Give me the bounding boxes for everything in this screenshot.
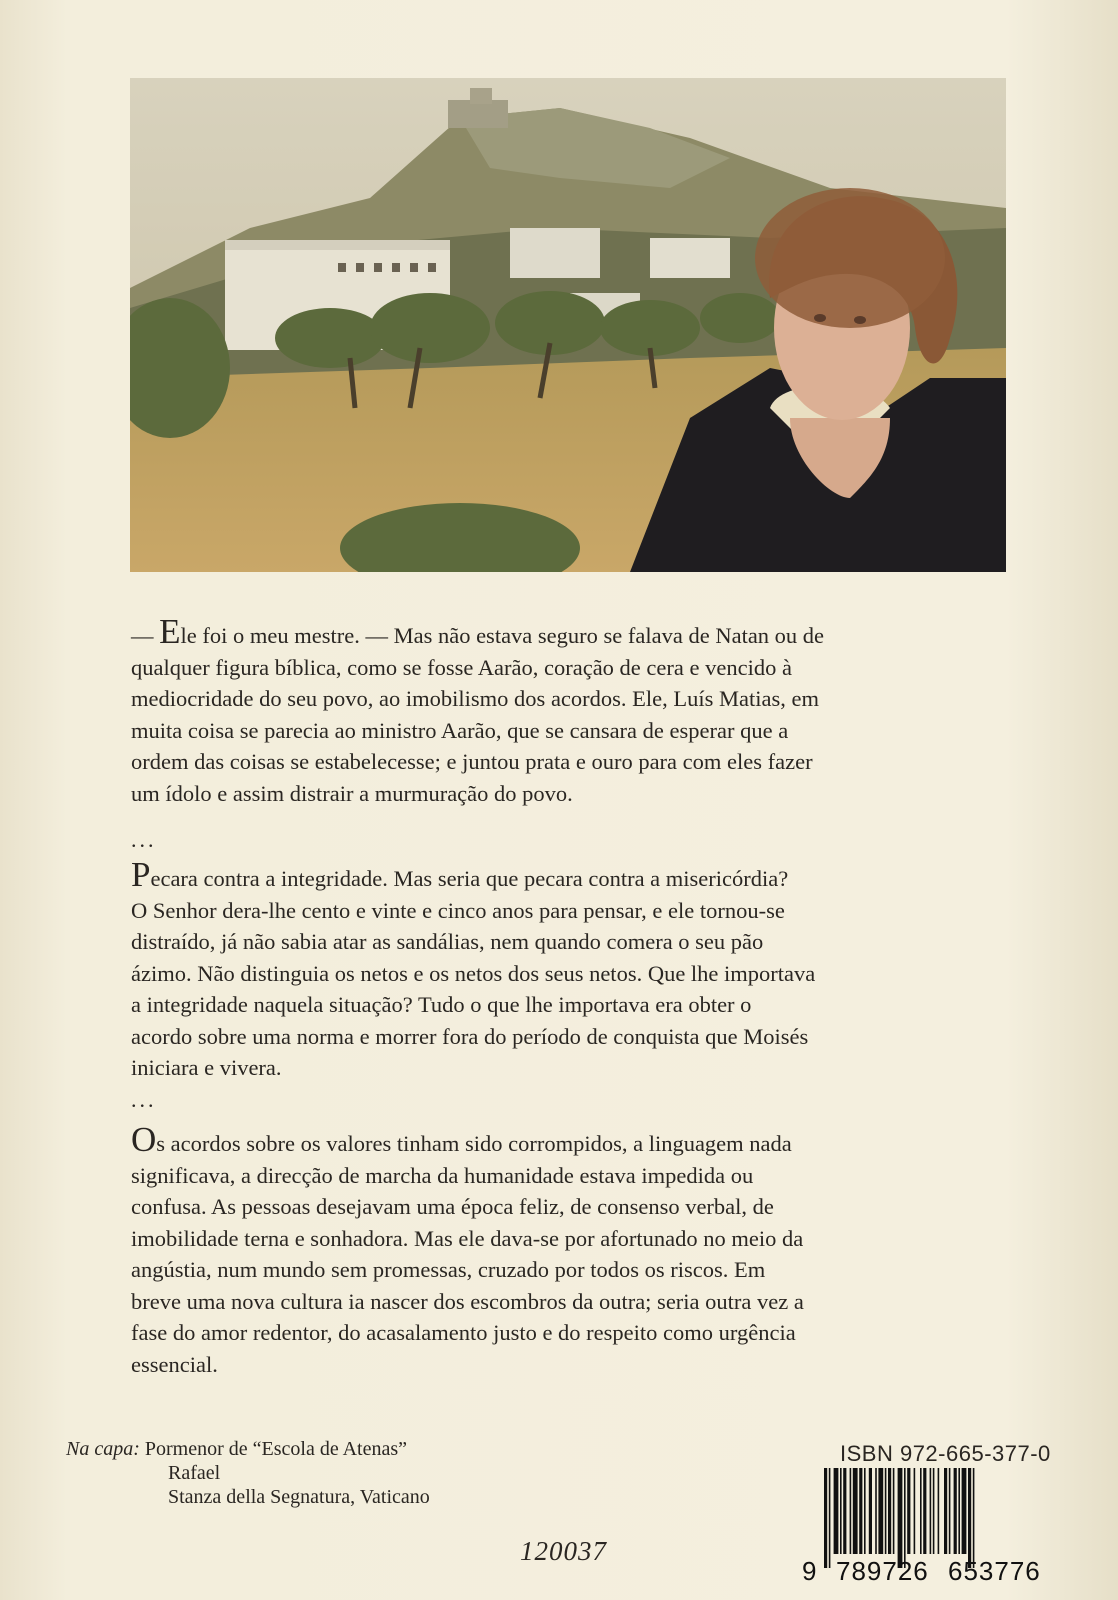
barcode-group-1: 789726 xyxy=(836,1556,929,1586)
barcode-bar xyxy=(893,1468,895,1554)
drop-cap: P xyxy=(131,855,151,894)
barcode-bar xyxy=(954,1468,957,1554)
barcode-bar xyxy=(958,1468,960,1554)
barcode-group-2: 653776 xyxy=(948,1556,1041,1586)
isbn-label: ISBN 972-665-377-0 xyxy=(840,1441,1051,1466)
text-line: um ídolo e assim distrair a murmuração do povo. xyxy=(131,780,573,806)
barcode-bar xyxy=(864,1468,866,1554)
text-line: acordo sobre uma norma e morrer fora do período de conquista que Moisés xyxy=(131,1023,809,1049)
text-line: mediocridade do seu povo, ao imobilismo dos acordos. Ele, Luís Matias, em xyxy=(131,686,819,711)
barcode-bar xyxy=(944,1468,947,1554)
barcode-bar xyxy=(968,1468,971,1568)
paragraph-3-text xyxy=(131,1120,1003,1380)
credits-line-3: Stanza della Segnatura, Vaticano xyxy=(168,1486,430,1508)
text-line: iniciara e vivera. xyxy=(131,1055,282,1080)
paragraph-1-text xyxy=(131,612,1003,809)
text-line: ázimo. Não distinguia os netos e os netos dos seus netos. Que lhe importava xyxy=(131,960,816,986)
text-line: essencial. xyxy=(131,1351,218,1377)
paragraph-2-text xyxy=(131,855,1003,1084)
text-line: Pecara contra a integridade. Mas seria que pecara contra a misericórdia? xyxy=(131,855,789,894)
barcode-bar xyxy=(898,1468,903,1568)
barcode-bar xyxy=(885,1468,887,1554)
barcode-bar xyxy=(907,1468,910,1554)
author-photo xyxy=(130,78,1006,572)
barcode-bar xyxy=(888,1468,891,1554)
catalog-number: 120037 xyxy=(520,1536,607,1566)
paragraph-3 xyxy=(131,1120,1003,1380)
barcode-bar xyxy=(859,1468,862,1554)
author-photo-illustration xyxy=(130,78,1006,572)
barcode-bar xyxy=(875,1468,877,1554)
credits-line-2: Rafael xyxy=(168,1462,221,1484)
barcode-bar xyxy=(933,1468,935,1554)
text-line: muita coisa se parecia ao ministro Aarão, que se cansara de esperar que a xyxy=(131,717,789,743)
drop-cap: E xyxy=(159,612,181,651)
barcode-bar xyxy=(878,1468,883,1554)
barcode-bar xyxy=(962,1468,967,1554)
barcode-bar xyxy=(850,1468,852,1554)
credits-label: Na capa: xyxy=(66,1438,140,1460)
barcode-bar xyxy=(923,1468,926,1554)
paragraph-2 xyxy=(131,855,1003,1084)
barcode-bar xyxy=(853,1468,858,1554)
barcode-bar xyxy=(824,1468,827,1568)
text-line: confusa. As pessoas desejavam uma época feliz, de consenso verbal, de xyxy=(131,1194,774,1219)
drop-cap: O xyxy=(131,1120,157,1159)
barcode-bar xyxy=(949,1468,951,1554)
barcode-bar xyxy=(843,1468,846,1554)
barcode-bar xyxy=(920,1468,922,1554)
barcode-bar xyxy=(938,1468,940,1554)
text-line: breve uma nova cultura ia nascer dos escombros da outra; seria outra vez a xyxy=(131,1288,804,1314)
barcode-bar xyxy=(840,1468,842,1554)
credits-line-1: Pormenor de “Escola de Atenas” xyxy=(144,1438,408,1460)
barcode-bar xyxy=(930,1468,932,1554)
text-line: Os acordos sobre os valores tinham sido corrompidos, a linguagem nada xyxy=(131,1120,792,1159)
isbn-barcode xyxy=(798,1468,1068,1586)
text-line: qualquer figura bíblica, como se fosse Aarão, coração de cera e vencido à xyxy=(131,654,792,680)
barcode-bar xyxy=(914,1468,916,1554)
text-line: fase do amor redentor, do acasalamento justo e do respeito como urgência xyxy=(131,1320,796,1345)
text-line: — Ele foi o meu mestre. — Mas não estava seguro se falava de Natan ou de xyxy=(131,612,825,651)
barcode-bar xyxy=(829,1468,831,1568)
paragraph-1 xyxy=(131,612,1003,809)
text-line: angústia, num mundo sem promessas, cruzado por todos os riscos. Em xyxy=(131,1257,766,1282)
barcode-bar xyxy=(904,1468,906,1568)
cover-credits xyxy=(66,1437,430,1509)
barcode-bar xyxy=(834,1468,839,1554)
barcode-bar xyxy=(973,1468,975,1568)
text-line: ordem das coisas se estabelecesse; e juntou prata e ouro para com eles fazer xyxy=(131,749,813,774)
barcode-bar xyxy=(869,1468,872,1554)
text-line: a integridade naquela situação? Tudo o que lhe importava era obter o xyxy=(131,992,752,1017)
ellipsis-separator: ... xyxy=(131,827,157,852)
text-line: imobilidade terna e sonhadora. Mas ele dava-se por afortunado no meio da xyxy=(131,1225,804,1251)
barcode-first-digit: 9 xyxy=(802,1556,817,1586)
barcode-graphic xyxy=(798,1468,1068,1586)
text-line: significava, a direcção de marcha da humanidade estava impedida ou xyxy=(131,1162,754,1188)
ellipsis-separator: ... xyxy=(131,1087,157,1112)
text-line: distraído, já não sabia atar as sandálias, nem quando comera o seu pão xyxy=(131,929,764,954)
text-line: O Senhor dera-lhe cento e vinte e cinco anos para pensar, e ele tornou-se xyxy=(131,897,785,923)
